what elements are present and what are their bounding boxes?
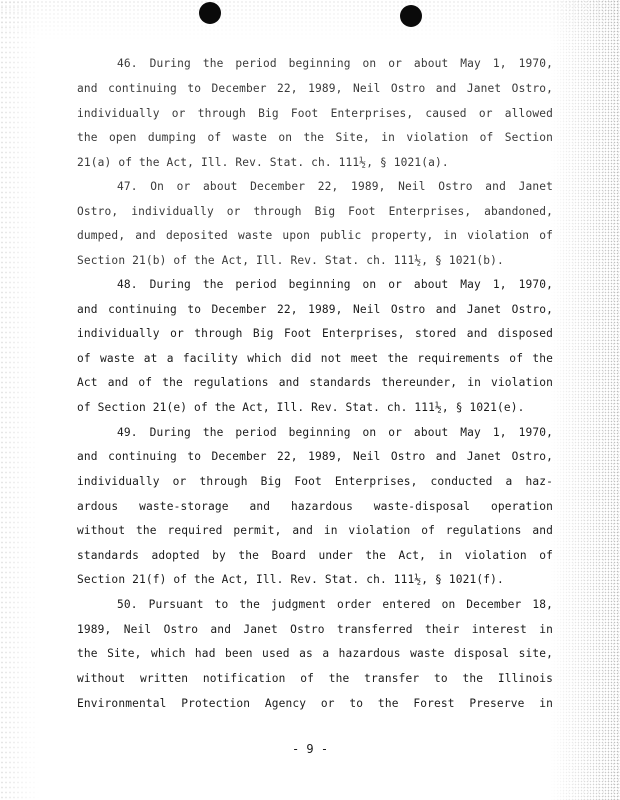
page-number: - 9 -	[291, 742, 329, 756]
scan-noise-left	[0, 0, 40, 800]
paragraph-46-line-4: the open dumping of waste on the Site, in violation of Section	[77, 131, 553, 144]
paragraph-48-line-1: 48. During the period beginning on or about May 1, 1970,	[117, 278, 553, 291]
scan-noise-right	[550, 0, 620, 800]
punch-hole-left	[199, 2, 221, 24]
paragraph-50-line-1: 50. Pursuant to the judgment order entered on December 18,	[117, 598, 553, 611]
paragraph-47-line-2: Ostro, individually or through Big Foot Enterprises, abandoned,	[77, 205, 553, 218]
paragraph-49-line-1: 49. During the period beginning on or about May 1, 1970,	[117, 426, 553, 439]
punch-hole-right	[400, 5, 422, 27]
paragraph-47-line-1: 47. On or about December 22, 1989, Neil Ostro and Janet	[117, 180, 553, 193]
paragraph-49-line-5: without the required permit, and in violation of regulations and	[77, 524, 553, 537]
scan-noise-top	[0, 0, 620, 40]
paragraph-46-line-2: and continuing to December 22, 1989, Neil Ostro and Janet Ostro,	[77, 82, 553, 95]
paragraph-50-line-5: Environmental Protection Agency or to the Forest Preserve in	[77, 697, 553, 710]
paragraph-49-line-6: standards adopted by the Board under the Act, in violation of	[77, 549, 553, 562]
paragraph-49-line-7: Section 21(f) of the Act, Ill. Rev. Stat. ch. 111½, § 1021(f).	[77, 573, 504, 586]
paragraph-48-line-4: of waste at a facility which did not meet the requirements of the	[77, 352, 553, 365]
paragraph-48-line-2: and continuing to December 22, 1989, Neil Ostro and Janet Ostro,	[77, 303, 553, 316]
paragraph-46-line-3: individually or through Big Foot Enterprises, caused or allowed	[77, 107, 553, 120]
paragraph-46-line-1: 46. During the period beginning on or about May 1, 1970,	[117, 57, 553, 70]
paragraph-49-line-4: ardous waste-storage and hazardous waste-disposal operation	[77, 500, 553, 513]
paragraph-49-line-2: and continuing to December 22, 1989, Neil Ostro and Janet Ostro,	[77, 450, 553, 463]
paragraph-50-line-4: without written notification of the transfer to the Illinois	[77, 672, 553, 685]
paragraph-47-line-3: dumped, and deposited waste upon public property, in violation of	[77, 229, 553, 242]
paragraph-47-line-4: Section 21(b) of the Act, Ill. Rev. Stat. ch. 111½, § 1021(b).	[77, 254, 504, 267]
paragraph-48-line-6: of Section 21(e) of the Act, Ill. Rev. Stat. ch. 111½, § 1021(e).	[77, 401, 525, 414]
paragraph-50-line-3: the Site, which had been used as a hazardous waste disposal site,	[77, 647, 553, 660]
paragraph-48-line-3: individually or through Big Foot Enterprises, stored and disposed	[77, 327, 553, 340]
paragraph-48-line-5: Act and of the regulations and standards thereunder, in violation	[77, 376, 553, 389]
paragraph-49-line-3: individually or through Big Foot Enterprises, conducted a haz-	[77, 475, 553, 488]
paragraph-50-line-2: 1989, Neil Ostro and Janet Ostro transferred their interest in	[77, 623, 553, 636]
paragraph-46-line-5: 21(a) of the Act, Ill. Rev. Stat. ch. 111½, § 1021(a).	[77, 156, 449, 169]
